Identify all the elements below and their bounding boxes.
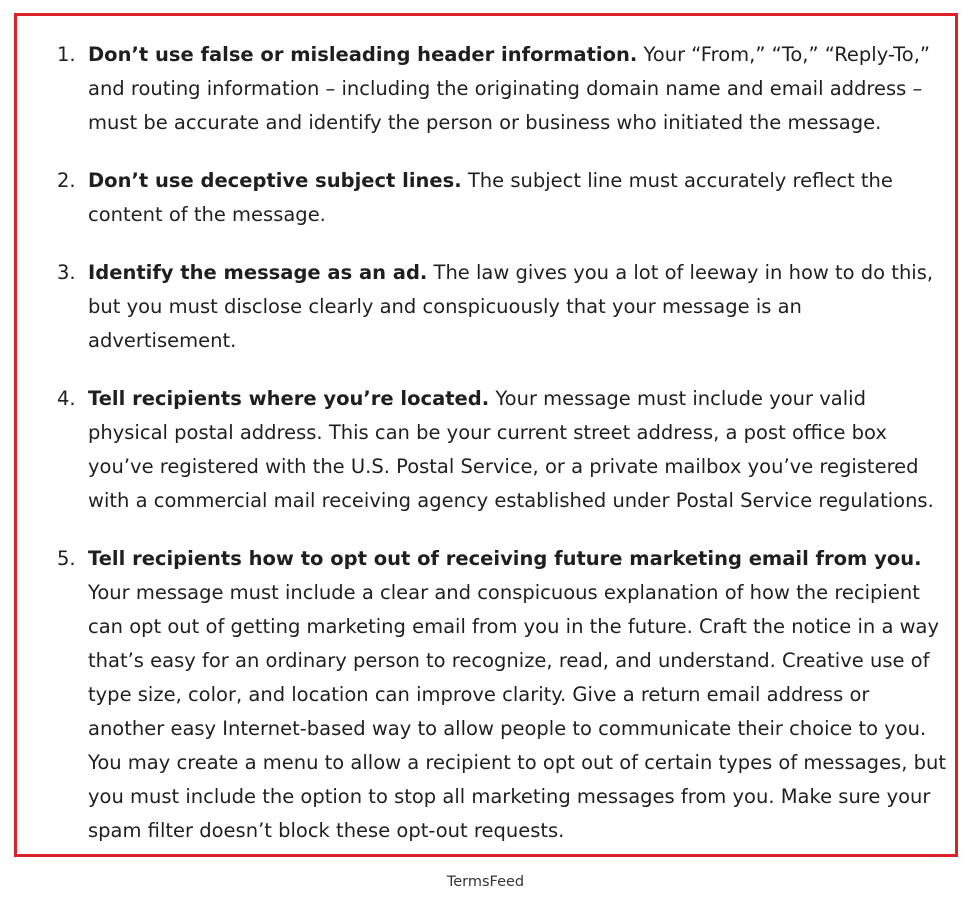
item-heading: Don’t use deceptive subject lines. (88, 169, 462, 192)
source-credit: TermsFeed (446, 874, 525, 890)
item-body (88, 38, 947, 140)
item-body (88, 542, 947, 848)
item-body (88, 164, 947, 232)
item-number: 3. (57, 261, 76, 284)
item-text: The subject line must accurately reflect the content of the message. (88, 169, 893, 226)
list-item (57, 542, 947, 848)
item-heading: Tell recipients how to opt out of receiving future marketing email from you. (88, 547, 922, 570)
list-item (57, 382, 947, 518)
item-body (88, 256, 947, 358)
list-item (57, 38, 947, 140)
list-item (57, 256, 947, 358)
item-body (88, 382, 947, 518)
item-heading: Don’t use false or misleading header information. (88, 43, 638, 66)
item-text: Your “From,” “To,” “Reply-To,” and routing information – including the originating domain name and email address – must be accurate and identify the person or business who initiated the message. (88, 43, 930, 134)
list-item (57, 164, 947, 232)
highlight-frame (14, 13, 958, 857)
item-text: The law gives you a lot of leeway in how to do this, but you must disclose clearly and conspicuously that your message is an advertisement. (88, 261, 934, 352)
item-text: Your message must include your valid physical postal address. This can be your current street address, a post office box you’ve registered with the U.S. Postal Service, or a private mailbox you’ve registered with a commercial mail receiving agency established under Postal Service regulations. (88, 387, 934, 512)
item-number: 1. (57, 43, 76, 66)
item-number: 4. (57, 387, 76, 410)
item-heading: Tell recipients where you’re located. (88, 387, 490, 410)
item-heading: Identify the message as an ad. (88, 261, 428, 284)
requirements-list (57, 38, 947, 848)
item-number: 5. (57, 547, 76, 570)
item-text: Your message must include a clear and conspicuous explanation of how the recipient can opt out of getting marketing email from you in the future. Craft the notice in a way that’s easy for an ordinary person to recognize, read, and understand. Creative use of type size, color, and location can improve clarity. Give a return email address or another easy Internet-based way to allow people to communicate their choice to you. You may create a menu to allow a recipient to opt out of certain types of messages, but you must include the option to stop all marketing messages from you. Make sure your spam filter doesn’t block these opt-out requests. (88, 581, 946, 842)
item-number: 2. (57, 169, 76, 192)
